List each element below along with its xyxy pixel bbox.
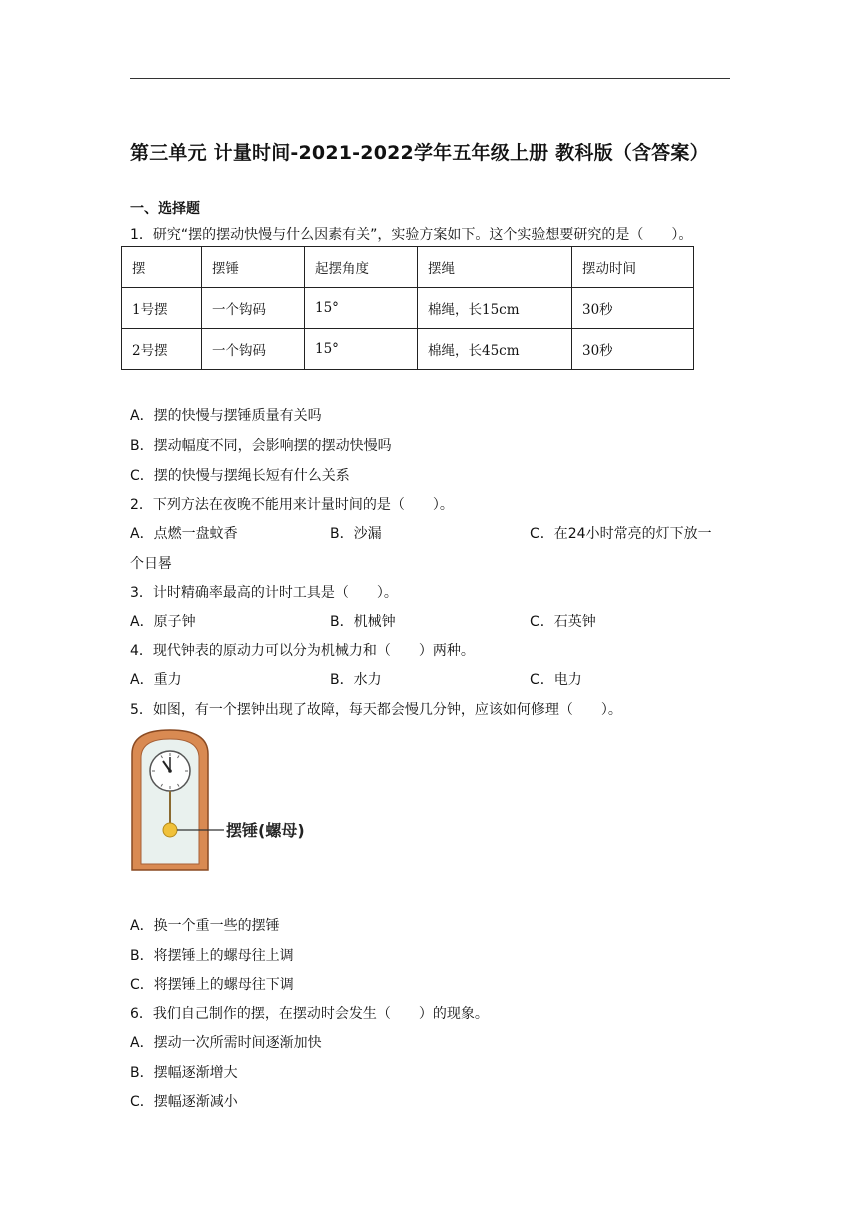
- q2-option-c-continued: 个日晷: [130, 556, 172, 572]
- q3-stem: 3．计时精确率最高的计时工具是（ ）。: [130, 585, 398, 601]
- table-header-row: [122, 247, 694, 288]
- table-cell: 2号摆: [122, 329, 202, 370]
- table-cell: 一个钩码: [202, 329, 305, 370]
- q1-option-c: C．摆的快慢与摆绳长短有什么关系: [130, 468, 350, 484]
- table-row: [122, 288, 694, 329]
- table-header-cell: 摆: [122, 247, 202, 288]
- table-cell: 30秒: [572, 288, 694, 329]
- q1-stem: 1．研究“摆的摆动快慢与什么因素有关”，实验方案如下。这个实验想要研究的是（ ）。: [130, 227, 693, 243]
- q5-stem: 5．如图，有一个摆钟出现了故障，每天都会慢几分钟，应该如何修理（ ）。: [130, 702, 622, 718]
- table-cell: 棉绳，长45cm: [418, 329, 572, 370]
- table-header-cell: 摆锤: [202, 247, 305, 288]
- table-header-cell: 摆动时间: [572, 247, 694, 288]
- q2-stem: 2．下列方法在夜晚不能用来计量时间的是（ ）。: [130, 497, 454, 513]
- table-cell: 棉绳，长15cm: [418, 288, 572, 329]
- section-heading: 一、选择题: [130, 201, 200, 217]
- table-cell: 15°: [305, 329, 418, 370]
- q2-option-b: B．沙漏: [330, 526, 382, 542]
- pendulum-label: 摆锤(螺母): [226, 821, 305, 840]
- q6-option-c: C．摆幅逐渐减小: [130, 1094, 238, 1110]
- q5-option-b: B．将摆锤上的螺母往上调: [130, 948, 294, 964]
- header-rule: [130, 78, 730, 79]
- q1-option-b: B．摆动幅度不同，会影响摆的摆动快慢吗: [130, 438, 392, 454]
- q3-option-b: B．机械钟: [330, 614, 396, 630]
- q4-option-b: B．水力: [330, 672, 382, 688]
- q2-option-c: C．在24小时常亮的灯下放一: [530, 526, 712, 542]
- q4-stem: 4．现代钟表的原动力可以分为机械力和（ ）两种。: [130, 643, 475, 659]
- q6-stem: 6．我们自己制作的摆，在摆动时会发生（ ）的现象。: [130, 1006, 489, 1022]
- q4-option-c: C．电力: [530, 672, 582, 688]
- q5-option-a: A．换一个重一些的摆锤: [130, 918, 280, 934]
- page-title: 第三单元 计量时间-2021-2022学年五年级上册 教科版（含答案）: [130, 142, 709, 164]
- pendulum-clock-icon: [130, 728, 340, 873]
- q4-option-a: A．重力: [130, 672, 182, 688]
- pendulum-clock-figure: [130, 728, 340, 877]
- q6-option-b: B．摆幅逐渐增大: [130, 1065, 238, 1081]
- table-header-cell: 摆绳: [418, 247, 572, 288]
- q6-option-a: A．摆动一次所需时间逐渐加快: [130, 1035, 322, 1051]
- table-header-cell: 起摆角度: [305, 247, 418, 288]
- table-row: [122, 329, 694, 370]
- q3-option-c: C．石英钟: [530, 614, 596, 630]
- table-cell: 30秒: [572, 329, 694, 370]
- q3-option-a: A．原子钟: [130, 614, 196, 630]
- q5-option-c: C．将摆锤上的螺母往下调: [130, 977, 294, 993]
- q1-option-a: A．摆的快慢与摆锤质量有关吗: [130, 408, 322, 424]
- table-cell: 1号摆: [122, 288, 202, 329]
- experiment-table: [121, 246, 694, 370]
- q2-option-a: A．点燃一盘蚊香: [130, 526, 238, 542]
- table-cell: 一个钩码: [202, 288, 305, 329]
- table-cell: 15°: [305, 288, 418, 329]
